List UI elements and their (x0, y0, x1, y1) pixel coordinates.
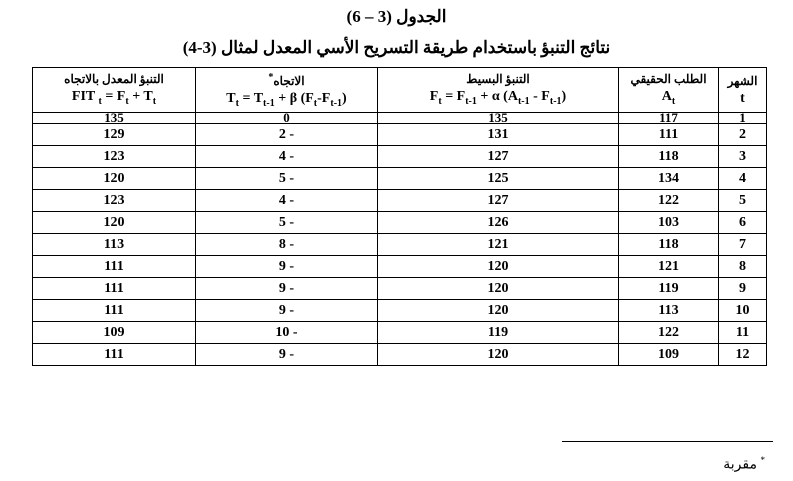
table-row (33, 190, 767, 212)
cell-trend: - 9 (196, 344, 378, 366)
cell-month: 3 (719, 146, 767, 168)
cell-month: 2 (719, 124, 767, 146)
cell-trend: - 2 (196, 124, 378, 146)
cell-trend-adjusted-forecast: 135 (33, 113, 196, 124)
cell-simple-forecast: 119 (378, 322, 619, 344)
cell-month: 10 (719, 300, 767, 322)
cell-simple-forecast: 131 (378, 124, 619, 146)
header-actual-symbol: $A_t$ (661, 88, 676, 107)
cell-simple-forecast: 125 (378, 168, 619, 190)
cell-month: 8 (719, 256, 767, 278)
table-caption: نتائج التنبؤ باستخدام طريقة التسريح الأسي المعدل لمثال (3-4) (182, 38, 611, 57)
header-month-label: الشهر (727, 74, 758, 88)
header-trend-formula: $T_t = T_{t-1} + \beta$ $(F_t-F_{t-1})$ (226, 90, 347, 109)
cell-actual-demand: 122 (619, 322, 719, 344)
table-row (33, 278, 767, 300)
header-simple-label: التنبؤ البسيط (466, 71, 530, 86)
cell-trend: - 4 (196, 146, 378, 168)
cell-trend-adjusted-forecast: 111 (33, 344, 196, 366)
cell-trend-adjusted-forecast: 109 (33, 322, 196, 344)
cell-simple-forecast: 120 (378, 256, 619, 278)
footnote (723, 455, 765, 474)
cell-actual-demand: 118 (619, 146, 719, 168)
header-trend (196, 68, 378, 113)
cell-simple-forecast: 120 (378, 278, 619, 300)
cell-trend-adjusted-forecast: 129 (33, 124, 196, 146)
cell-trend-adjusted-forecast: 111 (33, 278, 196, 300)
cell-trend: - 5 (196, 212, 378, 234)
table-label: الجدول (3 – 6) (346, 7, 447, 26)
cell-simple-forecast: 126 (378, 212, 619, 234)
cell-month: 1 (719, 113, 767, 124)
header-fit (33, 68, 196, 113)
cell-trend: - 9 (196, 278, 378, 300)
table-row (33, 168, 767, 190)
cell-actual-demand: 119 (619, 278, 719, 300)
cell-trend: - 9 (196, 256, 378, 278)
cell-actual-demand: 111 (619, 124, 719, 146)
forecast-table (32, 67, 767, 366)
header-fit-formula: FIT $_t = F_t + T_t$ (71, 88, 157, 107)
cell-actual-demand: 103 (619, 212, 719, 234)
header-month-symbol: t (740, 91, 745, 106)
cell-simple-forecast: 127 (378, 146, 619, 168)
cell-actual-demand: 109 (619, 344, 719, 366)
table-body (33, 110, 767, 366)
cell-month: 6 (719, 212, 767, 234)
footnote-divider (562, 441, 773, 442)
table-row (33, 322, 767, 344)
table-row (33, 146, 767, 168)
cell-actual-demand: 117 (619, 113, 719, 124)
cell-month: 4 (719, 168, 767, 190)
cell-month: 9 (719, 278, 767, 300)
cell-trend-adjusted-forecast: 123 (33, 190, 196, 212)
table-row (33, 234, 767, 256)
table-row (33, 212, 767, 234)
table-row (33, 344, 767, 366)
header-simple-forecast (378, 68, 619, 113)
header-simple-formula: $F_t = F_{t-1} + \alpha$ $(A_{t-1} - F_{t-1})$ (429, 88, 567, 107)
cell-simple-forecast: 135 (378, 113, 619, 124)
header-fit-label: التنبؤ المعدل بالاتجاه (64, 71, 164, 86)
cell-trend: 0 (196, 113, 378, 124)
cell-trend-adjusted-forecast: 123 (33, 146, 196, 168)
cell-trend: - 9 (196, 300, 378, 322)
cell-trend: - 10 (196, 322, 378, 344)
cell-simple-forecast: 121 (378, 234, 619, 256)
header-trend-label: الاتجاه (273, 73, 305, 88)
header-row (33, 68, 767, 113)
cell-trend-adjusted-forecast: 111 (33, 256, 196, 278)
cell-trend: - 4 (196, 190, 378, 212)
cell-actual-demand: 134 (619, 168, 719, 190)
cell-month: 12 (719, 344, 767, 366)
cell-month: 7 (719, 234, 767, 256)
trend-footnote-marker: * (268, 71, 274, 83)
cell-actual-demand: 113 (619, 300, 719, 322)
table-row (33, 113, 767, 124)
table-row (33, 124, 767, 146)
cell-actual-demand: 122 (619, 190, 719, 212)
cell-month: 5 (719, 190, 767, 212)
cell-actual-demand: 118 (619, 234, 719, 256)
cell-trend: - 5 (196, 168, 378, 190)
cell-trend-adjusted-forecast: 120 (33, 212, 196, 234)
header-actual-label: الطلب الحقيقي (630, 71, 707, 86)
footnote-text: مقربة (723, 457, 757, 473)
cell-actual-demand: 121 (619, 256, 719, 278)
cell-trend-adjusted-forecast: 120 (33, 168, 196, 190)
cell-month: 11 (719, 322, 767, 344)
header-month (719, 68, 767, 113)
cell-trend: - 8 (196, 234, 378, 256)
cell-simple-forecast: 127 (378, 190, 619, 212)
cell-simple-forecast: 120 (378, 300, 619, 322)
header-actual (619, 68, 719, 113)
table-row (33, 256, 767, 278)
cell-trend-adjusted-forecast: 113 (33, 234, 196, 256)
cell-trend-adjusted-forecast: 111 (33, 300, 196, 322)
table-row (33, 300, 767, 322)
cell-simple-forecast: 120 (378, 344, 619, 366)
footnote-marker: * (760, 455, 765, 465)
